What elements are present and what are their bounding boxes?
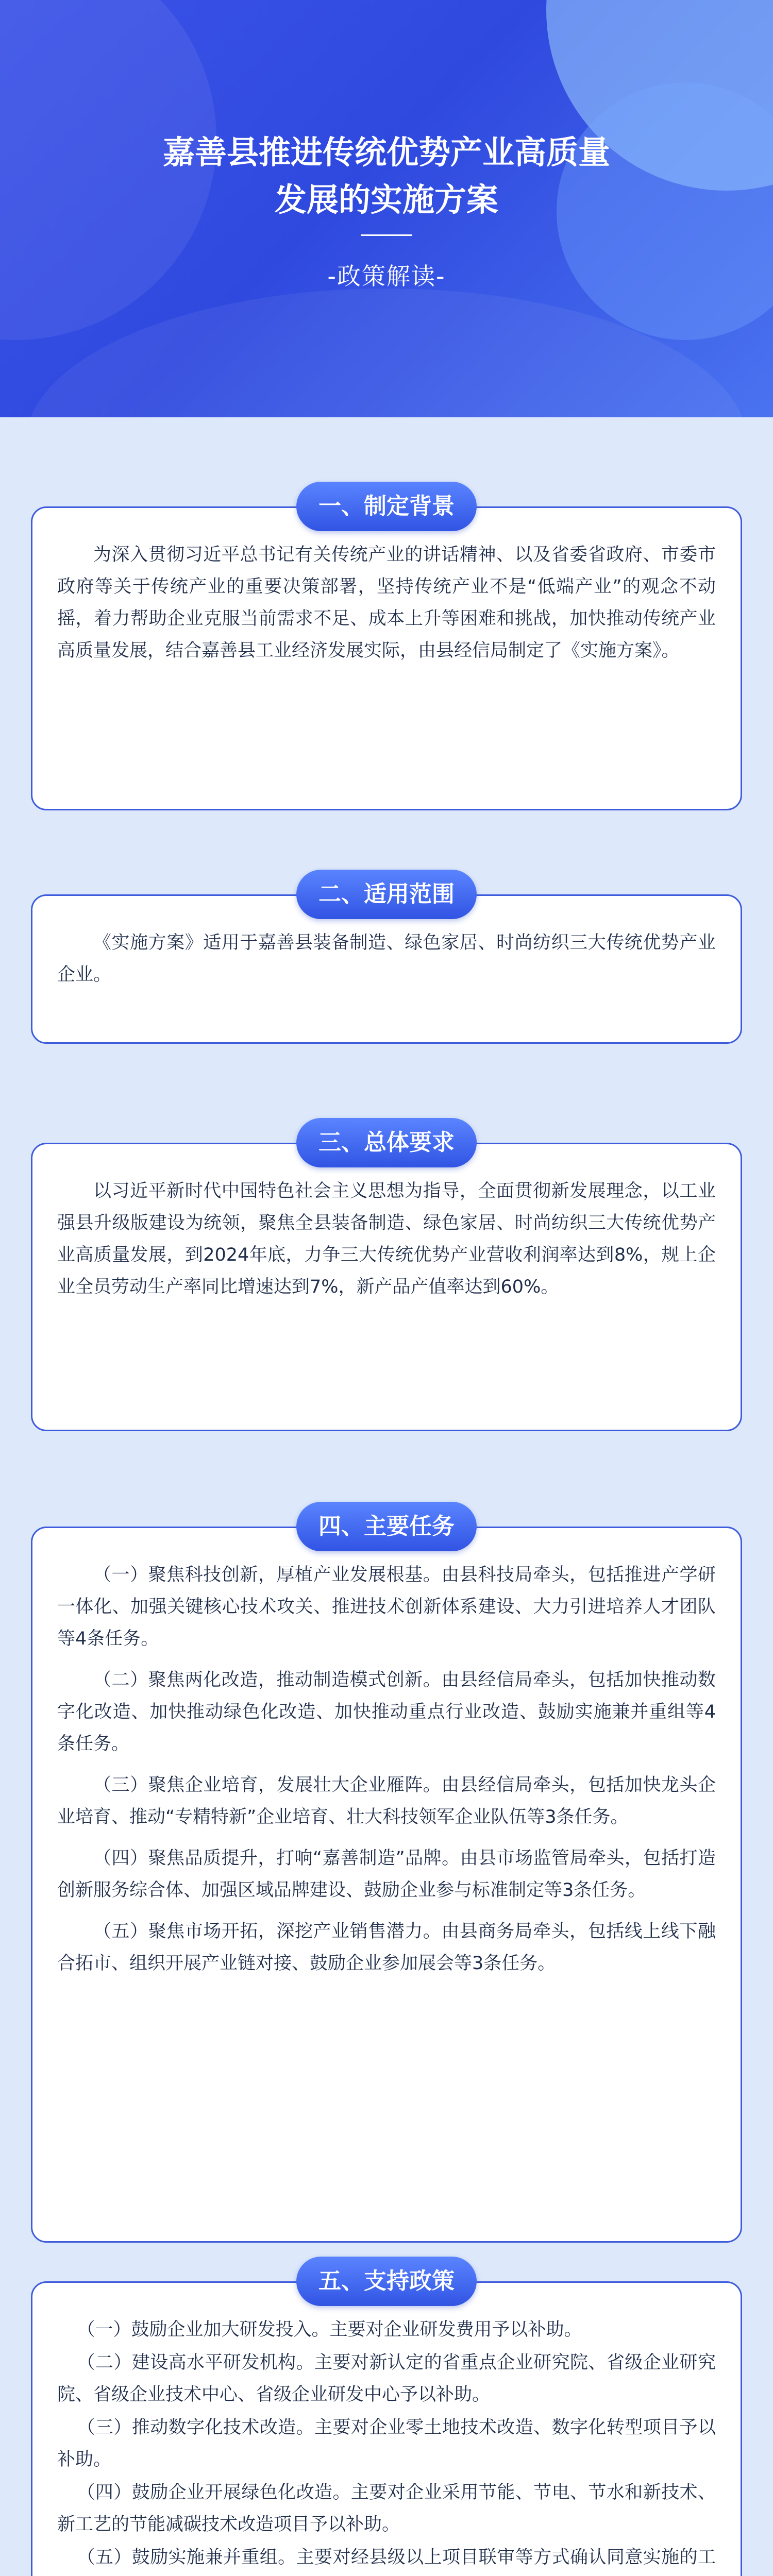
section-heading: 二、适用范围 [296,870,477,919]
section-card [31,1527,742,2243]
section-heading: 五、支持政策 [296,2257,477,2306]
task-item: （五）聚焦市场开拓，深挖产业销售潜力。由县商务局牵头，包括线上线下融合拓市、组织开展产业链对接、鼓励企业参加展会等3条任务。 [57,1921,716,1974]
section-heading: 四、主要任务 [296,1502,477,1551]
task-item: （三）聚焦企业培育，发展壮大企业雁阵。由县经信局牵头，包括加快龙头企业培育、推动“专精特新”企业培育、壮大科技领军企业队伍等3条任务。 [57,1775,716,1827]
section-paragraph: 《实施方案》适用于嘉善县装备制造、绿色家居、时尚纺织三大传统优势产业企业。 [57,933,716,985]
section-heading: 一、制定背景 [296,482,477,531]
section-heading: 三、总体要求 [296,1118,477,1167]
page-subtitle: -政策解读- [327,262,446,290]
policy-item: （五）鼓励实施兼并重组。主要对经县级以上项目联审等方式确认同意实施的工 [77,2547,716,2568]
section-paragraph: 以习近平新时代中国特色社会主义思想为指导，全面贯彻新发展理念，以工业强县升级版建设为统领，聚焦全县装备制造、绿色家居、时尚纺织三大传统优势产业高质量发展，到2024年底，力争三大传统优势产业营收利润率达到8%，规上企业全员劳动生产率同比增速达到7%，新产品产值率达到60%。 [57,1181,716,1297]
page-title-line1: 嘉善县推进传统优势产业高质量 [162,133,610,171]
section-card [31,2281,742,2576]
task-item: （四）聚焦品质提升，打响“嘉善制造”品牌。由县市场监管局牵头，包括打造创新服务综合体、加强区域品牌建设、鼓励企业参与标准制定等3条任务。 [57,1848,716,1901]
policy-item: （一）鼓励企业加大研发投入。主要对企业研发费用予以补助。 [77,2319,582,2340]
page-title [0,129,773,224]
task-item: （二）聚焦两化改造，推动制造模式创新。由县经信局牵头，包括加快推动数字化改造、加快推动绿色化改造、加快推动重点行业改造、鼓励实施兼并重组等4条任务。 [57,1670,716,1754]
section-card [31,506,742,810]
page-title-line2: 发展的实施方案 [274,181,498,218]
section-paragraph: 为深入贯彻习近平总书记有关传统产业的讲话精神、以及省委省政府、市委市政府等关于传统产业的重要决策部署，坚持传统产业不是“低端产业”的观念不动摇，着力帮助企业克服当前需求不足、成本上升等困难和挑战，加快推动传统产业高质量发展，结合嘉善县工业经济发展实际，由县经信局制定了《实施方案》。 [57,545,716,661]
policy-item: （三）推动数字化技术改造。主要对企业零土地技术改造、数字化转型项目予以补助。 [57,2417,716,2470]
section-card [31,1143,742,1431]
policy-item: （二）建设高水平研发机构。主要对新认定的省重点企业研究院、省级企业研究院、省级企业技术中心、省级企业研发中心予以补助。 [57,2352,716,2405]
policy-item: （四）鼓励企业开展绿色化改造。主要对企业采用节能、节电、节水和新技术、新工艺的节能减碳技术改造项目予以补助。 [57,2482,716,2535]
title-divider [361,234,412,236]
header-banner [0,0,773,417]
task-item: （一）聚焦科技创新，厚植产业发展根基。由县科技局牵头，包括推进产学研一体化、加强关键核心技术攻关、推进技术创新体系建设、大力引进培养人才团队等4条任务。 [57,1565,716,1649]
